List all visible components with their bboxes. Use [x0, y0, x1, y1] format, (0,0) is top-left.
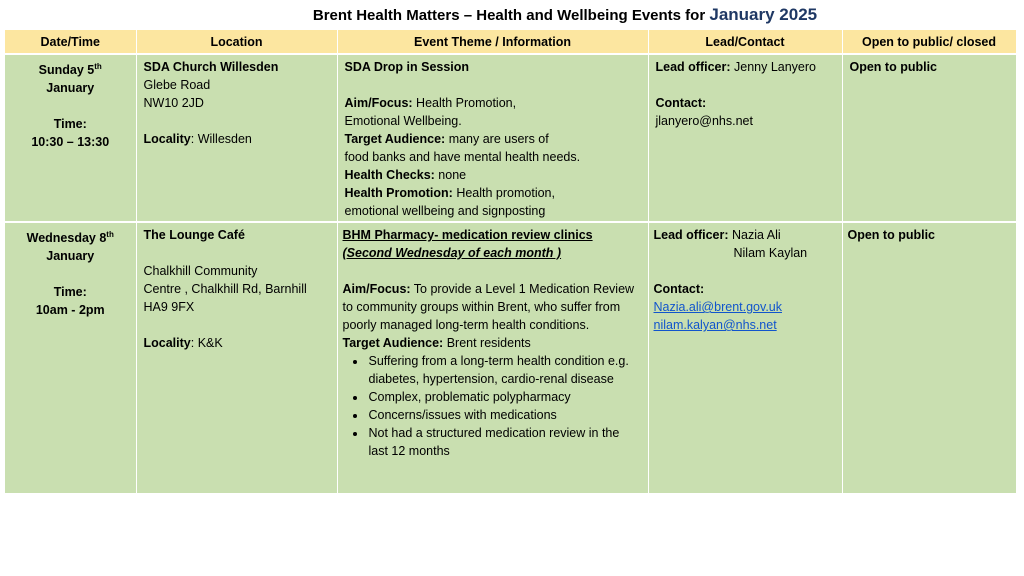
locality-label: Locality: [143, 132, 191, 146]
location-line: Glebe Road: [143, 78, 211, 92]
events-table: [5, 30, 1017, 495]
list-item: • Suffering from a long-term health condition e.g. diabetes, hypertension, cardio-renal disease: [367, 352, 641, 388]
date-month: January: [46, 81, 95, 96]
location-cell: [136, 54, 337, 222]
aim-label: Aim/Focus:: [342, 282, 411, 296]
aim-value: To provide a Level 1 Medication Review to community groups within Brent, who suffer from poorly managed long-term health conditions.: [342, 282, 635, 332]
contact-email: jlanyero@nhs.net: [655, 114, 753, 128]
title-month: January 2025: [709, 5, 818, 24]
checks-label: Health Checks:: [344, 168, 435, 182]
title-prefix: Brent Health Matters – Health and Wellbeing Events for: [312, 7, 706, 24]
header-location: Location: [136, 30, 337, 54]
locality-value: : Willesden: [190, 132, 252, 146]
locality-value: : K&K: [190, 336, 223, 350]
time-label: Time:: [53, 117, 87, 132]
open-status: Open to public: [847, 228, 935, 242]
lead-contact-cell: [648, 54, 842, 222]
location-name: The Lounge Café: [143, 228, 245, 242]
event-title: SDA Drop in Session: [344, 60, 470, 74]
date-time-cell: [5, 54, 136, 222]
page-title: [0, 5, 1024, 26]
audience-label: Target Audience:: [342, 336, 444, 350]
promo-value: Health promotion,: [452, 186, 555, 200]
date-month: January: [46, 249, 95, 264]
promo-value-cont: emotional wellbeing and signposting: [344, 204, 546, 218]
time-value: 10am - 2pm: [35, 303, 105, 318]
time-label: Time:: [53, 285, 87, 300]
contact-email-link-second[interactable]: nilam.kalyan@nhs.net: [653, 318, 777, 332]
event-cell: [337, 54, 648, 222]
lead-label: Lead officer:: [653, 228, 729, 242]
contact-email-link[interactable]: Nazia.ali@brent.gov.uk: [653, 300, 782, 314]
event-subtitle: (Second Wednesday of each month ): [342, 246, 562, 260]
aim-value: Health Promotion,: [412, 96, 517, 110]
header-lead-contact: Lead/Contact: [648, 30, 842, 54]
audience-value-cont: food banks and have mental health needs.: [344, 150, 581, 164]
date-day: Wednesday 8: [26, 231, 107, 246]
header-date-time: Date/Time: [5, 30, 136, 54]
location-line: Chalkhill Community: [143, 264, 258, 278]
list-item: • Concerns/issues with medications: [367, 406, 641, 424]
aim-value-cont: Emotional Wellbeing.: [344, 114, 462, 128]
header-open-closed: Open to public/ closed: [842, 30, 1016, 54]
table-row: [5, 222, 1016, 494]
table-row: [5, 54, 1016, 222]
header-event-theme: Event Theme / Information: [337, 30, 648, 54]
aim-label: Aim/Focus:: [344, 96, 413, 110]
date-suffix: th: [106, 230, 114, 239]
audience-value: Brent residents: [443, 336, 531, 350]
audience-bullet-list: [343, 352, 641, 460]
location-name: SDA Church Willesden: [143, 60, 279, 74]
lead-name: Jenny Lanyero: [730, 60, 816, 74]
list-item: • Not had a structured medication review in the last 12 months: [367, 424, 641, 460]
contact-label: Contact:: [655, 96, 707, 110]
lead-label: Lead officer:: [655, 60, 731, 74]
open-status: Open to public: [849, 60, 937, 74]
locality-label: Locality: [143, 336, 191, 350]
location-cell: [136, 222, 337, 494]
lead-name: Nazia Ali: [728, 228, 781, 242]
location-address: Centre , Chalkhill Rd, Barnhill: [143, 282, 307, 296]
location-postcode: NW10 2JD: [143, 96, 204, 110]
lead-name-second: Nilam Kaylan: [733, 246, 808, 260]
time-value: 10:30 – 13:30: [31, 135, 110, 150]
audience-value: many are users of: [445, 132, 549, 146]
open-status-cell: [842, 222, 1016, 494]
lead-contact-cell: [648, 222, 842, 494]
open-status-cell: [842, 54, 1016, 222]
contact-label: Contact:: [653, 282, 705, 296]
promo-label: Health Promotion:: [344, 186, 453, 200]
event-cell: [337, 222, 648, 494]
date-day: Sunday 5: [38, 63, 95, 78]
date-suffix: th: [94, 62, 102, 71]
date-time-cell: [5, 222, 136, 494]
location-postcode: HA9 9FX: [143, 300, 195, 314]
event-title: BHM Pharmacy- medication review clinics: [342, 228, 593, 242]
table-header-row: [5, 30, 1016, 54]
list-item: • Complex, problematic polypharmacy: [367, 388, 641, 406]
checks-value: none: [434, 168, 467, 182]
audience-label: Target Audience:: [344, 132, 446, 146]
